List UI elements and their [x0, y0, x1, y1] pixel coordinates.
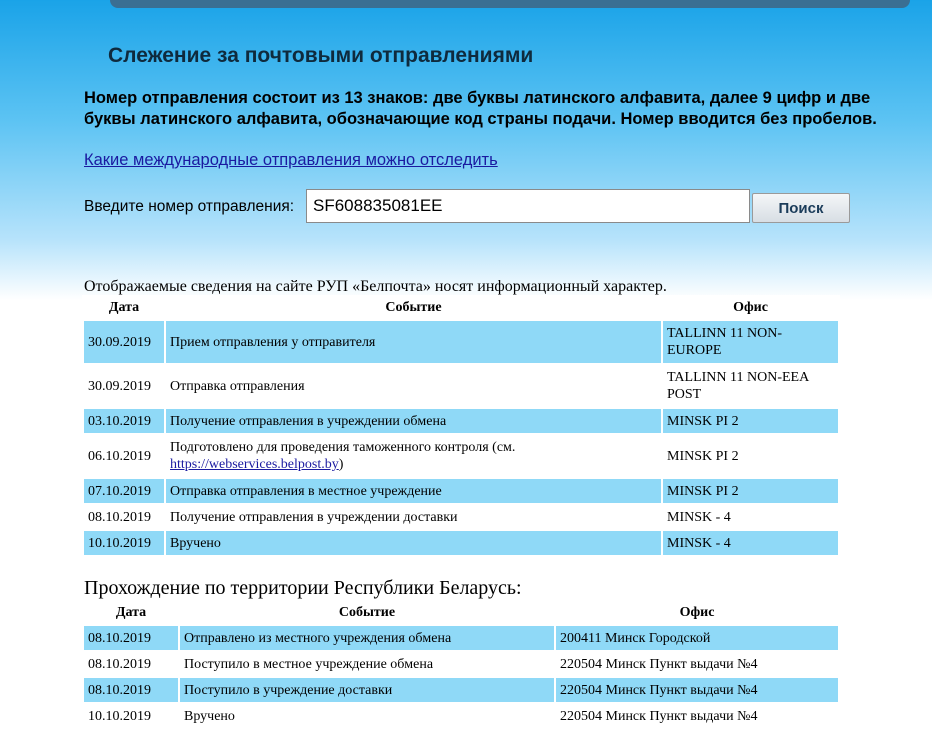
row-event: Прием отправления у отправителя [166, 321, 661, 363]
row-date: 07.10.2019 [84, 479, 164, 503]
row-date: 08.10.2019 [84, 626, 178, 650]
table-row [84, 704, 838, 728]
row-event: Вручено [180, 704, 554, 728]
table-row [84, 321, 838, 363]
row-office: 220504 Минск Пункт выдачи №4 [556, 678, 838, 702]
page-title: Слежение за почтовыми отправлениями [108, 44, 534, 67]
table-row [84, 652, 838, 676]
table-header-row [84, 297, 838, 319]
header-bar [110, 0, 910, 8]
row-date: 08.10.2019 [84, 505, 164, 529]
row-event [166, 435, 661, 477]
row-office: MINSK PI 2 [663, 409, 838, 433]
row-date: 08.10.2019 [84, 678, 178, 702]
row-office: MINSK PI 2 [663, 435, 838, 477]
row-event: Получение отправления в учреждении доставки [166, 505, 661, 529]
column-header-office: Офис [556, 602, 838, 624]
row-date: 03.10.2019 [84, 409, 164, 433]
table-row [84, 678, 838, 702]
info-notice: Отображаемые сведения на сайте РУП «Белпочта» носят информационный характер. [84, 278, 667, 295]
row-office: TALLINN 11 NON-EEA POST [663, 365, 838, 407]
row-event-suffix: ) [338, 457, 344, 472]
table-row [84, 505, 838, 529]
row-event: Отправка отправления в местное учреждение [166, 479, 661, 503]
row-event: Отправлено из местного учреждения обмена [180, 626, 554, 650]
search-button[interactable]: Поиск [752, 193, 850, 223]
tracking-number-input[interactable] [306, 189, 750, 223]
row-event: Поступило в учреждение доставки [180, 678, 554, 702]
table-row [84, 479, 838, 503]
row-office: MINSK - 4 [663, 505, 838, 529]
row-office: 200411 Минск Городской [556, 626, 838, 650]
row-event: Отправка отправления [166, 365, 661, 407]
row-office: MINSK - 4 [663, 531, 838, 555]
row-date: 08.10.2019 [84, 652, 178, 676]
row-event: Получение отправления в учреждении обмена [166, 409, 661, 433]
row-office: TALLINN 11 NON-EUROPE [663, 321, 838, 363]
column-header-date: Дата [84, 297, 164, 319]
table-row [84, 409, 838, 433]
table-row [84, 435, 838, 477]
row-date: 30.09.2019 [84, 321, 164, 363]
belarus-section-title: Прохождение по территории Республики Беларусь: [84, 577, 522, 599]
row-event-text: Подготовлено для проведения таможенного контроля (см. [170, 440, 516, 455]
row-event: Поступило в местное учреждение обмена [180, 652, 554, 676]
column-header-office: Офис [663, 297, 838, 319]
row-office: 220504 Минск Пункт выдачи №4 [556, 652, 838, 676]
column-header-event: Событие [166, 297, 661, 319]
table-row [84, 365, 838, 407]
belarus-route-table [82, 600, 840, 730]
customs-link[interactable]: https://webservices.belpost.by [170, 457, 339, 472]
table-header-row [84, 602, 838, 624]
tracking-number-description: Номер отправления состоит из 13 знаков: две буквы латинского алфавита, далее 9 цифр и две буквы латинского алфавита, обозначающие код страны подачи. Номер вводится без пробелов. [84, 89, 877, 128]
tracking-history-table [82, 295, 840, 557]
row-date: 10.10.2019 [84, 531, 164, 555]
column-header-event: Событие [180, 602, 554, 624]
table-row [84, 626, 838, 650]
row-date: 10.10.2019 [84, 704, 178, 728]
row-date: 30.09.2019 [84, 365, 164, 407]
international-tracking-link[interactable]: Какие международные отправления можно отследить [84, 151, 498, 169]
table-row [84, 531, 838, 555]
row-event: Вручено [166, 531, 661, 555]
row-office: 220504 Минск Пункт выдачи №4 [556, 704, 838, 728]
column-header-date: Дата [84, 602, 178, 624]
row-date: 06.10.2019 [84, 435, 164, 477]
search-label: Введите номер отправления: [84, 198, 295, 215]
row-office: MINSK PI 2 [663, 479, 838, 503]
